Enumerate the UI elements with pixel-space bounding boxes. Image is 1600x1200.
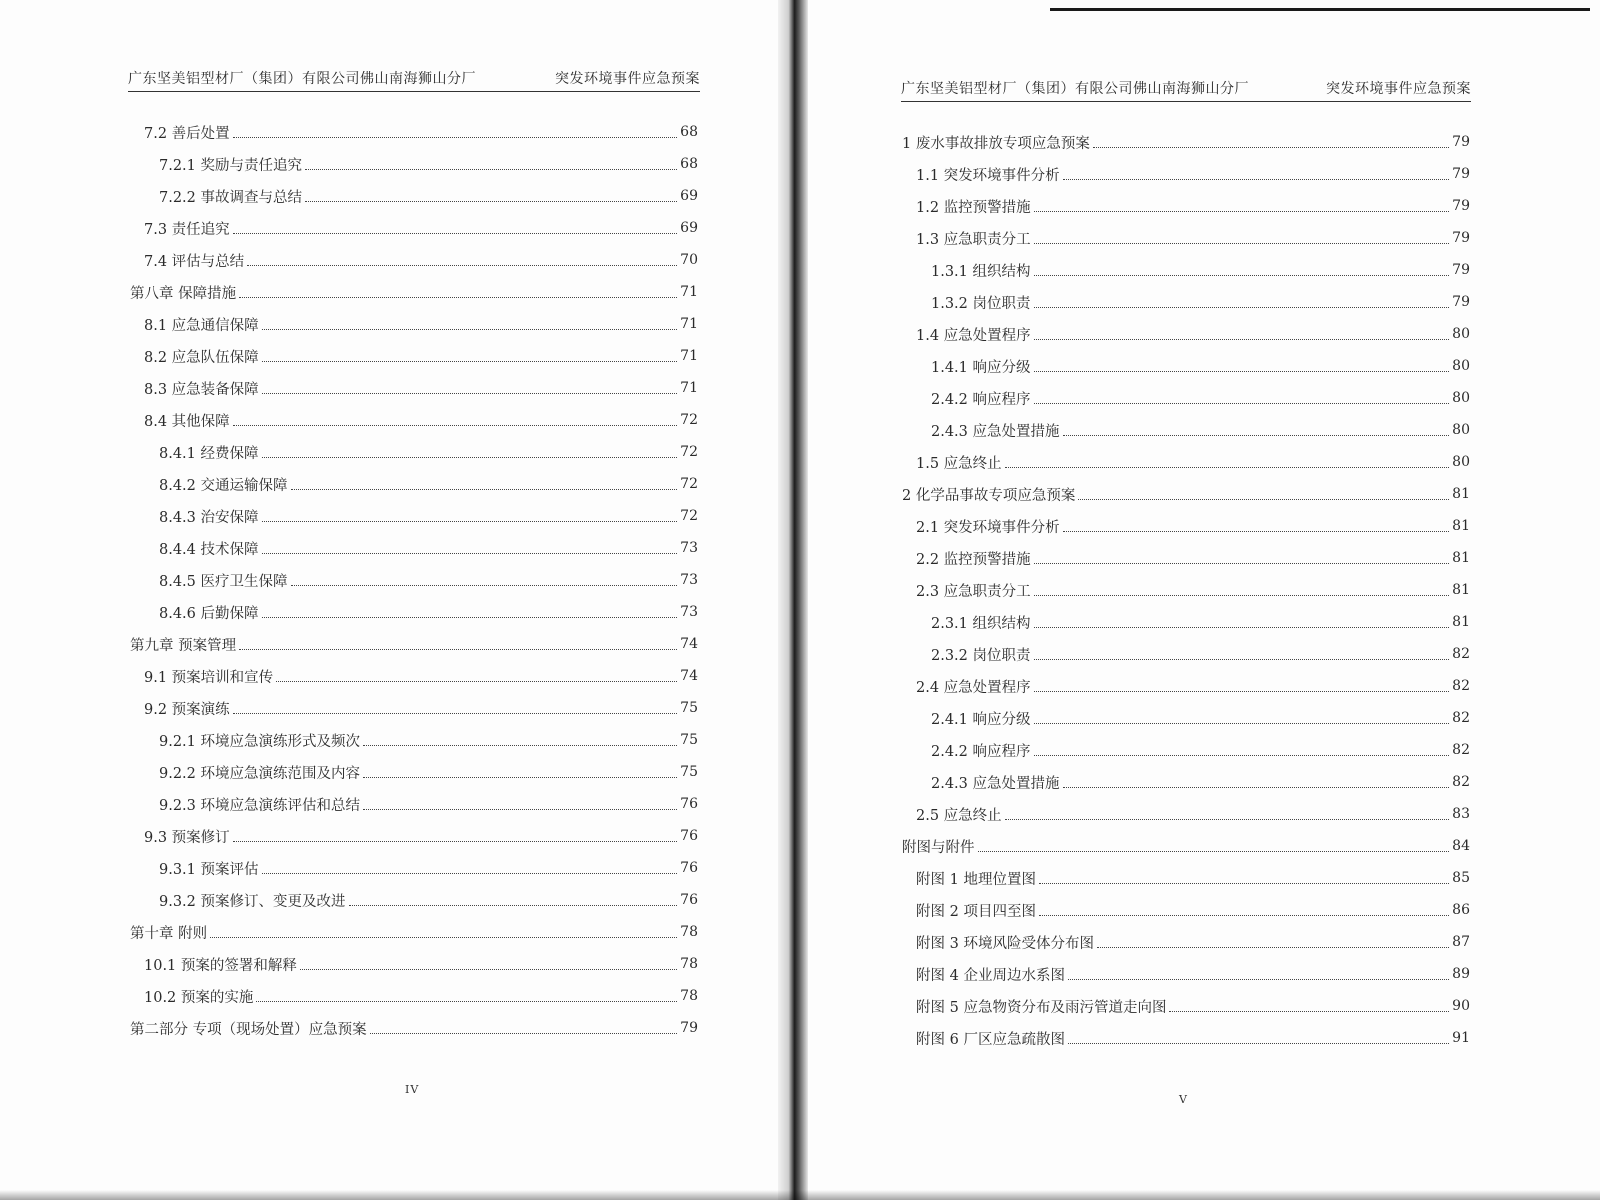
toc-entry-title: 7.4 评估与总结	[144, 253, 245, 270]
toc-entry-title: 附图 6 厂区应急疏散图	[916, 1031, 1065, 1048]
dot-leader	[239, 296, 677, 298]
toc-entry-title: 8.4.3 治安保障	[159, 509, 259, 526]
toc-entry-title: 10.1 预案的签署和解释	[144, 957, 297, 974]
dot-leader	[262, 360, 678, 362]
dot-leader	[291, 584, 678, 586]
toc-entry-page: 75	[680, 700, 698, 716]
dot-leader	[1005, 818, 1450, 820]
toc-entry-page: 79	[680, 1020, 698, 1036]
toc-entry-page: 78	[680, 956, 698, 972]
toc-entry-title: 8.4.1 经费保障	[159, 445, 259, 462]
dot-leader	[1063, 434, 1450, 436]
dot-leader	[262, 392, 678, 394]
toc-entry-title: 第九章 预案管理	[130, 637, 237, 654]
toc-entry-title: 2.3.1 组织结构	[931, 615, 1031, 632]
toc-entry-page: 81	[1452, 614, 1470, 630]
dot-leader	[1034, 306, 1450, 308]
toc-entry-title: 9.2.3 环境应急演练评估和总结	[159, 797, 361, 814]
toc-entry	[902, 510, 1470, 542]
toc-entry	[130, 500, 698, 532]
toc-entry-page: 71	[680, 348, 698, 364]
dot-leader	[1034, 626, 1450, 628]
toc-entry	[130, 180, 698, 212]
toc-entry-page: 79	[1452, 294, 1470, 310]
toc-entry	[130, 884, 698, 916]
toc-entry-title: 8.4.5 医疗卫生保障	[159, 573, 288, 590]
toc-entry	[902, 286, 1470, 318]
toc-entry-title: 1.5 应急终止	[916, 455, 1002, 472]
toc-entry-page: 73	[680, 540, 698, 556]
toc-entry-title: 10.2 预案的实施	[144, 989, 254, 1006]
toc-entry	[902, 958, 1470, 990]
left-page	[0, 0, 778, 1200]
toc-entry	[902, 350, 1470, 382]
toc-entry	[902, 190, 1470, 222]
toc-entry	[130, 116, 698, 148]
toc-entry	[130, 148, 698, 180]
toc-entry-title: 2.2 监控预警措施	[916, 551, 1031, 568]
dot-leader	[291, 488, 678, 490]
dot-leader	[1078, 498, 1449, 500]
toc-entry-page: 80	[1452, 390, 1470, 406]
toc-entry-page: 72	[680, 476, 698, 492]
toc-entry	[902, 574, 1470, 606]
dot-leader	[1068, 978, 1449, 980]
toc-entry-page: 82	[1452, 646, 1470, 662]
dot-leader	[1034, 338, 1450, 340]
toc-entry	[902, 926, 1470, 958]
toc-entry-title: 2.4 应急处置程序	[916, 679, 1031, 696]
dot-leader	[1034, 690, 1450, 692]
toc-entry-page: 82	[1452, 774, 1470, 790]
toc-entry-page: 79	[1452, 230, 1470, 246]
toc-entry-title: 2.4.2 响应程序	[931, 391, 1031, 408]
toc-entry	[130, 468, 698, 500]
toc-entry	[130, 628, 698, 660]
toc-entry-page: 87	[1452, 934, 1470, 950]
toc-entry	[130, 372, 698, 404]
dot-leader	[1034, 210, 1450, 212]
toc-entry	[902, 894, 1470, 926]
page-number: IV	[405, 1083, 420, 1096]
dot-leader	[363, 776, 677, 778]
toc-entry	[130, 308, 698, 340]
toc-entry	[902, 990, 1470, 1022]
toc-entry	[902, 830, 1470, 862]
toc-entry-page: 80	[1452, 326, 1470, 342]
toc-entry	[130, 852, 698, 884]
dot-leader	[1034, 562, 1450, 564]
toc-entry-title: 2.4.3 应急处置措施	[931, 775, 1060, 792]
toc-entry	[130, 404, 698, 436]
toc-entry	[130, 820, 698, 852]
toc-entry-title: 2.1 突发环境事件分析	[916, 519, 1060, 536]
dot-leader	[210, 936, 677, 938]
toc-entry-page: 90	[1452, 998, 1470, 1014]
toc-entry-title: 2 化学品事故专项应急预案	[902, 487, 1076, 504]
toc-entry-title: 第十章 附则	[130, 925, 208, 942]
toc-entry-title: 8.4.6 后勤保障	[159, 605, 259, 622]
toc-entry	[902, 798, 1470, 830]
toc-entry-title: 8.4.2 交通运输保障	[159, 477, 288, 494]
dot-leader	[1034, 242, 1450, 244]
toc-entry	[130, 596, 698, 628]
dot-leader	[1039, 914, 1449, 916]
toc-entry-page: 76	[680, 828, 698, 844]
toc-entry	[130, 692, 698, 724]
toc-entry-title: 附图 5 应急物资分布及雨污管道走向图	[916, 999, 1167, 1016]
toc-entry-page: 83	[1452, 806, 1470, 822]
toc-entry-page: 79	[1452, 198, 1470, 214]
toc-entry-title: 附图 2 项目四至图	[916, 903, 1036, 920]
toc-entry-title: 第二部分 专项（现场处置）应急预案	[130, 1021, 367, 1038]
dot-leader	[1034, 274, 1450, 276]
toc-entry-page: 79	[1452, 262, 1470, 278]
toc-entry	[130, 660, 698, 692]
toc-entry-title: 9.3.1 预案评估	[159, 861, 259, 878]
toc-entry-page: 72	[680, 508, 698, 524]
toc-entry	[130, 916, 698, 948]
toc-entry-title: 1.4.1 响应分级	[931, 359, 1031, 376]
toc-entry	[902, 222, 1470, 254]
toc-entry-title: 8.3 应急装备保障	[144, 381, 259, 398]
dot-leader	[233, 712, 678, 714]
dot-leader	[305, 200, 677, 202]
dot-leader	[1063, 786, 1450, 788]
dot-leader	[1005, 466, 1450, 468]
toc-entry-title: 1.1 突发环境事件分析	[916, 167, 1060, 184]
toc-entry	[130, 788, 698, 820]
toc-entry-page: 74	[680, 668, 698, 684]
toc-entry-page: 76	[680, 860, 698, 876]
dot-leader	[363, 744, 677, 746]
toc-entry-title: 附图与附件	[902, 839, 975, 856]
toc-entry-page: 73	[680, 604, 698, 620]
toc-entry-page: 69	[680, 188, 698, 204]
toc-entry-page: 80	[1452, 422, 1470, 438]
toc-entry-title: 8.4.4 技术保障	[159, 541, 259, 558]
toc-entry	[902, 158, 1470, 190]
toc-entry-page: 74	[680, 636, 698, 652]
toc-entry	[902, 766, 1470, 798]
toc-entry	[130, 276, 698, 308]
toc-entry-title: 2.4.3 应急处置措施	[931, 423, 1060, 440]
toc-entry-page: 75	[680, 764, 698, 780]
toc-entry-title: 8.4 其他保障	[144, 413, 230, 430]
toc-entry	[902, 126, 1470, 158]
toc-entry-page: 81	[1452, 486, 1470, 502]
toc-entry	[130, 756, 698, 788]
toc-entry-page: 79	[1452, 166, 1470, 182]
toc-entry-title: 1.3 应急职责分工	[916, 231, 1031, 248]
toc-entry	[902, 606, 1470, 638]
toc-entry-title: 7.2.1 奖励与责任追究	[159, 157, 303, 174]
page-number: V	[1179, 1093, 1188, 1106]
dot-leader	[1169, 1010, 1449, 1012]
dot-leader	[256, 1000, 677, 1002]
dot-leader	[1068, 1042, 1449, 1044]
toc-entry-page: 78	[680, 988, 698, 1004]
toc-entry	[902, 702, 1470, 734]
toc-entry-title: 9.1 预案培训和宣传	[144, 669, 274, 686]
toc-entry-title: 7.2.2 事故调查与总结	[159, 189, 303, 206]
toc-entry-page: 71	[680, 380, 698, 396]
dot-leader	[1039, 882, 1449, 884]
toc-entry	[130, 532, 698, 564]
toc-entry	[902, 414, 1470, 446]
toc-entry-title: 附图 4 企业周边水系图	[916, 967, 1065, 984]
toc-entry-title: 1.2 监控预警措施	[916, 199, 1031, 216]
toc-entry-page: 76	[680, 796, 698, 812]
toc-entry-title: 9.3.2 预案修订、变更及改进	[159, 893, 346, 910]
toc-entry-page: 68	[680, 156, 698, 172]
toc-entry-title: 8.1 应急通信保障	[144, 317, 259, 334]
header-doc-title: 突发环境事件应急预案	[555, 71, 700, 87]
dot-leader	[1034, 402, 1450, 404]
dot-leader	[305, 168, 677, 170]
dot-leader	[1063, 178, 1450, 180]
toc-entry-title: 2.3 应急职责分工	[916, 583, 1031, 600]
toc-entry	[902, 254, 1470, 286]
dot-leader	[370, 1032, 678, 1034]
toc-entry-page: 71	[680, 316, 698, 332]
toc-entry	[902, 670, 1470, 702]
toc-entry-page: 79	[1452, 134, 1470, 150]
page-header	[901, 79, 1471, 102]
dot-leader	[1034, 594, 1450, 596]
dot-leader	[349, 904, 678, 906]
page-header	[128, 69, 700, 92]
toc-entry	[902, 478, 1470, 510]
toc-entry-title: 附图 1 地理位置图	[916, 871, 1036, 888]
dot-leader	[1034, 658, 1450, 660]
header-company: 广东坚美铝型材厂（集团）有限公司佛山南海狮山分厂	[901, 81, 1249, 97]
toc-entry	[130, 1012, 698, 1044]
scan-bottom-shadow	[0, 1190, 1600, 1200]
toc-entry-page: 85	[1452, 870, 1470, 886]
dot-leader	[239, 648, 677, 650]
toc-entry-page: 82	[1452, 742, 1470, 758]
toc-entry-title: 8.2 应急队伍保障	[144, 349, 259, 366]
dot-leader	[233, 232, 678, 234]
toc-entry-page: 69	[680, 220, 698, 236]
right-page	[808, 0, 1600, 1200]
toc-entry-page: 81	[1452, 518, 1470, 534]
dot-leader	[1097, 946, 1449, 948]
toc-entry-page: 89	[1452, 966, 1470, 982]
dot-leader	[1093, 146, 1449, 148]
toc-entry-title: 附图 3 环境风险受体分布图	[916, 935, 1094, 952]
toc-entry-page: 78	[680, 924, 698, 940]
table-of-contents	[902, 126, 1470, 1054]
toc-entry-title: 1 废水事故排放专项应急预案	[902, 135, 1090, 152]
dot-leader	[262, 552, 678, 554]
toc-entry	[130, 724, 698, 756]
dot-leader	[262, 616, 678, 618]
toc-entry-page: 71	[680, 284, 698, 300]
dot-leader	[1034, 722, 1450, 724]
dot-leader	[300, 968, 677, 970]
dot-leader	[978, 850, 1450, 852]
toc-entry-title: 2.5 应急终止	[916, 807, 1002, 824]
toc-entry	[130, 980, 698, 1012]
dot-leader	[262, 456, 678, 458]
table-of-contents	[130, 116, 698, 1044]
book-spine-shadow	[778, 0, 808, 1200]
toc-entry-title: 7.3 责任追究	[144, 221, 230, 238]
toc-entry-title: 2.4.2 响应程序	[931, 743, 1031, 760]
toc-entry-title: 9.2.2 环境应急演练范围及内容	[159, 765, 361, 782]
toc-entry-page: 81	[1452, 550, 1470, 566]
toc-entry-page: 86	[1452, 902, 1470, 918]
dot-leader	[1034, 754, 1450, 756]
toc-entry-title: 9.2.1 环境应急演练形式及频次	[159, 733, 361, 750]
toc-entry-page: 82	[1452, 710, 1470, 726]
toc-entry-page: 73	[680, 572, 698, 588]
dot-leader	[233, 136, 678, 138]
toc-entry-title: 1.3.1 组织结构	[931, 263, 1031, 280]
toc-entry-page: 80	[1452, 358, 1470, 374]
toc-entry-page: 91	[1452, 1030, 1470, 1046]
toc-entry	[902, 1022, 1470, 1054]
toc-entry-page: 76	[680, 892, 698, 908]
toc-entry-title: 9.3 预案修订	[144, 829, 230, 846]
toc-entry	[902, 734, 1470, 766]
dot-leader	[247, 264, 677, 266]
toc-entry-title: 2.3.2 岗位职责	[931, 647, 1031, 664]
toc-entry-title: 7.2 善后处置	[144, 125, 230, 142]
toc-entry-page: 84	[1452, 838, 1470, 854]
toc-entry-title: 9.2 预案演练	[144, 701, 230, 718]
toc-entry	[130, 436, 698, 468]
dot-leader	[233, 424, 678, 426]
toc-entry-page: 81	[1452, 582, 1470, 598]
dot-leader	[262, 872, 678, 874]
toc-entry-page: 72	[680, 444, 698, 460]
dot-leader	[262, 520, 678, 522]
toc-entry	[902, 382, 1470, 414]
toc-entry	[902, 638, 1470, 670]
toc-entry	[130, 340, 698, 372]
dot-leader	[262, 328, 678, 330]
toc-entry-page: 70	[680, 252, 698, 268]
toc-entry-page: 82	[1452, 678, 1470, 694]
toc-entry	[902, 318, 1470, 350]
toc-entry-title: 1.3.2 岗位职责	[931, 295, 1031, 312]
toc-entry	[130, 212, 698, 244]
header-company: 广东坚美铝型材厂（集团）有限公司佛山南海狮山分厂	[128, 71, 476, 87]
scan-edge-line	[1050, 8, 1590, 11]
toc-entry-page: 75	[680, 732, 698, 748]
dot-leader	[233, 840, 678, 842]
header-doc-title: 突发环境事件应急预案	[1326, 81, 1471, 97]
toc-entry	[130, 564, 698, 596]
toc-entry	[902, 446, 1470, 478]
toc-entry	[902, 542, 1470, 574]
toc-entry	[130, 244, 698, 276]
toc-entry-title: 第八章 保障措施	[130, 285, 237, 302]
toc-entry-title: 1.4 应急处置程序	[916, 327, 1031, 344]
toc-entry-page: 72	[680, 412, 698, 428]
dot-leader	[276, 680, 677, 682]
dot-leader	[1034, 370, 1450, 372]
toc-entry-page: 68	[680, 124, 698, 140]
toc-entry-page: 80	[1452, 454, 1470, 470]
toc-entry-title: 2.4.1 响应分级	[931, 711, 1031, 728]
dot-leader	[363, 808, 677, 810]
dot-leader	[1063, 530, 1450, 532]
toc-entry	[902, 862, 1470, 894]
toc-entry	[130, 948, 698, 980]
